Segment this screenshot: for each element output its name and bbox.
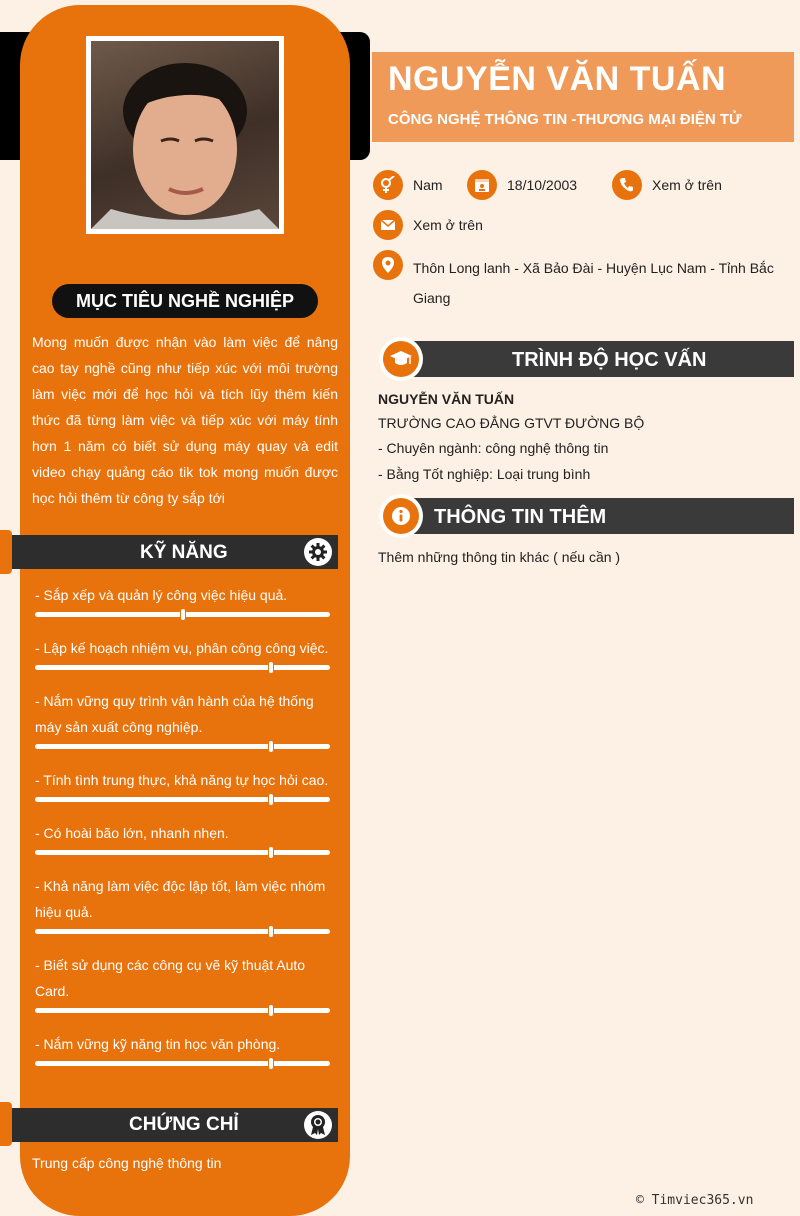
phone-icon	[612, 170, 642, 200]
skill-level-bar	[35, 1008, 330, 1013]
additional-text: Thêm những thông tin khác ( nếu cần )	[378, 549, 621, 565]
skill-text: - Tính tình trung thực, khả năng tự học hỏi cao.	[35, 772, 329, 788]
education-major: - Chuyên ngành: công nghệ thông tin	[378, 440, 609, 456]
additional-header-circle	[379, 494, 423, 538]
skill-level-marker	[268, 740, 274, 753]
skill-level-bar	[35, 797, 330, 802]
education-header-circle	[379, 337, 423, 381]
skill-level-marker	[180, 608, 186, 621]
footer-watermark: © Timviec365.vn	[636, 1193, 754, 1208]
certificate-text: Trung cấp công nghệ thông tin	[32, 1155, 222, 1171]
calendar-icon	[467, 170, 497, 200]
skill-level-marker	[268, 661, 274, 674]
candidate-name: NGUYỄN VĂN TUẤN	[388, 60, 727, 98]
skill-level-bar	[35, 665, 330, 670]
profile-photo	[91, 41, 279, 229]
objective-title: MỤC TIÊU NGHỀ NGHIỆP	[52, 284, 318, 318]
gender-value: Nam	[413, 177, 443, 193]
education-school: TRƯỜNG CAO ĐẲNG GTVT ĐƯỜNG BỘ	[378, 415, 645, 431]
skill-level-marker	[268, 846, 274, 859]
email-icon	[373, 210, 403, 240]
education-title: TRÌNH ĐỘ HỌC VẤN	[512, 349, 707, 371]
additional-title: THÔNG TIN THÊM	[434, 506, 607, 528]
skill-text: - Nắm vững kỹ năng tin học văn phòng.	[35, 1036, 281, 1052]
birthdate-value: 18/10/2003	[507, 177, 578, 193]
skill-text: - Sắp xếp và quản lý công việc hiệu quả.	[35, 587, 288, 603]
email-value: Xem ở trên	[413, 217, 483, 233]
skill-level-bar	[35, 850, 330, 855]
skills-title: KỸ NĂNG	[140, 542, 228, 563]
objective-text: Mong muốn được nhận vào làm việc để nâng cao tay nghề cũng như tiếp xúc với môi trường làm việc mới để học hỏi và tích lũy thêm kiến thức đã từng làm việc và tiếp xúc với máy tính hơn 1 năm có biết sử dụng máy quay và edit video chạy quảng cáo tik tok mong muốn được học hỏi thêm từ công ty sắp tới	[32, 334, 338, 506]
location-icon	[373, 250, 403, 280]
skill-level-bar	[35, 744, 330, 749]
skill-text: - Khả năng làm việc độc lập tốt, làm việc nhóm hiệu quả.	[35, 878, 326, 920]
graduation-cap-icon	[383, 341, 419, 377]
skills-header-tab	[0, 530, 12, 574]
skill-level-marker	[268, 1057, 274, 1070]
skill-level-bar	[35, 929, 330, 934]
certificates-title: CHỨNG CHỈ	[129, 1114, 239, 1135]
skill-text: - Biết sử dụng các công cụ vẽ kỹ thuật Auto Card.	[35, 957, 306, 999]
skill-text: - Nắm vững quy trình vận hành của hệ thống máy sản xuất công nghiệp.	[35, 693, 314, 735]
job-title: CÔNG NGHỆ THÔNG TIN -THƯƠNG MẠI ĐIỆN TỬ	[388, 111, 742, 128]
address-value: Thôn Long lanh - Xã Bảo Đài - Huyện Lục Nam - Tỉnh Bắc Giang	[413, 260, 774, 306]
education-name: NGUYỄN VĂN TUẤN	[378, 391, 515, 407]
skill-level-bar	[35, 612, 330, 617]
education-degree: - Bằng Tốt nghiệp: Loại trung bình	[378, 466, 591, 482]
gear-icon	[304, 538, 332, 566]
skill-text: - Có hoài bão lớn, nhanh nhẹn.	[35, 825, 229, 841]
skill-level-marker	[268, 925, 274, 938]
info-icon	[383, 498, 419, 534]
gender-icon	[373, 170, 403, 200]
skill-text: - Lập kế hoạch nhiệm vụ, phân công công việc.	[35, 640, 329, 656]
skill-level-marker	[268, 793, 274, 806]
phone-value: Xem ở trên	[652, 177, 722, 193]
name-block	[372, 52, 794, 142]
skill-level-bar	[35, 1061, 330, 1066]
skill-level-marker	[268, 1004, 274, 1017]
certificates-header-tab	[0, 1102, 12, 1146]
award-icon	[304, 1111, 332, 1139]
profile-photo-frame	[86, 36, 284, 234]
